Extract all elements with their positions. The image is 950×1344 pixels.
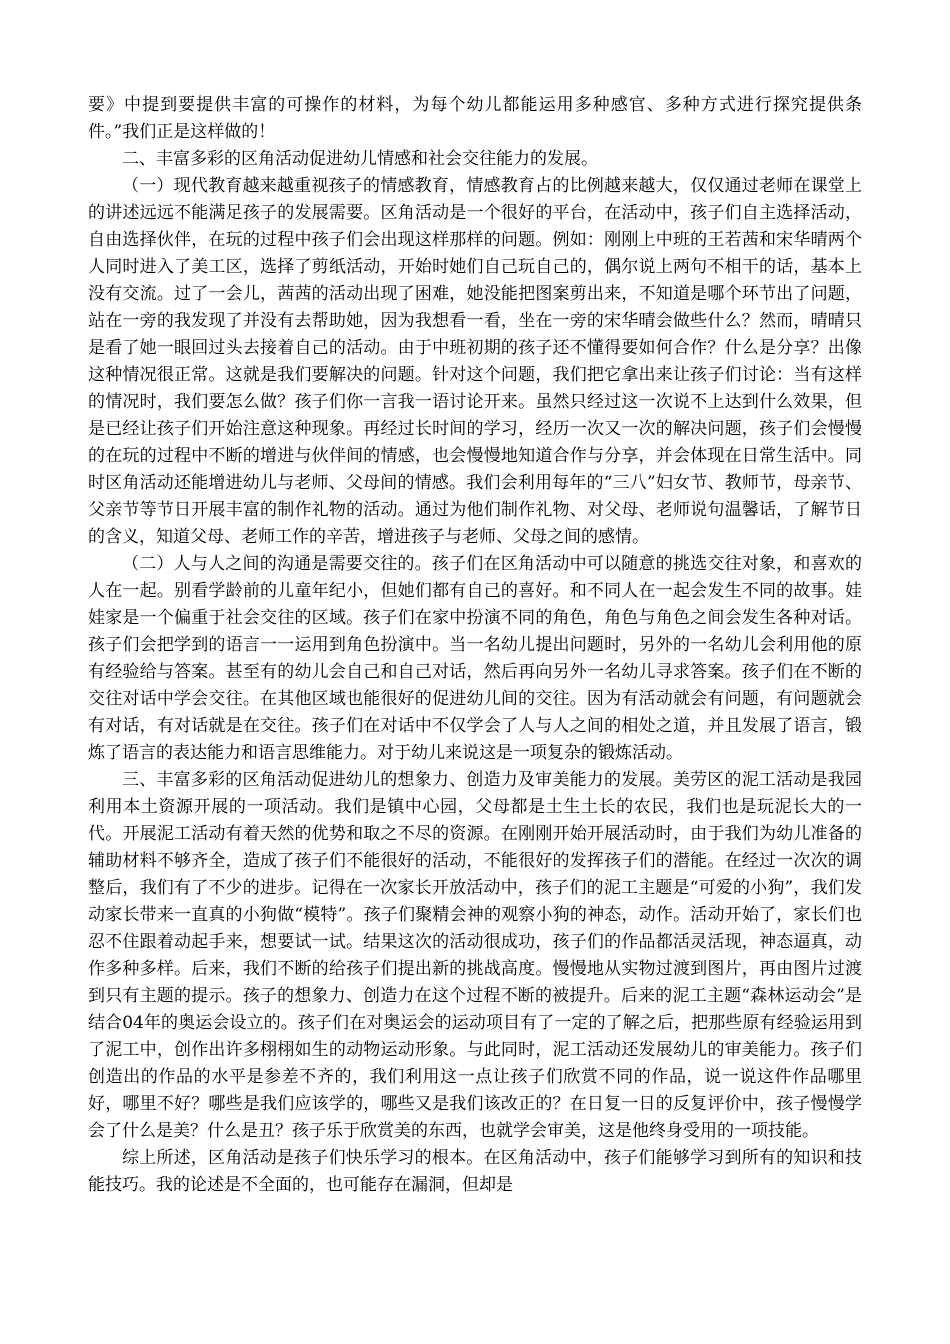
section-heading-two: 二、丰富多彩的区角活动促进幼儿情感和社会交往能力的发展。 [122, 149, 598, 169]
paragraph-conclusion: 综上所述，区角活动是孩子们快乐学习的根本。在区角活动中，孩子们能够学习到所有的知识和技能技巧。我的论述是不全面的，也可能存在漏洞，但却是 [88, 1148, 862, 1195]
document-body [88, 92, 862, 1199]
section-heading-three-paragraph: 三、丰富多彩的区角活动促进幼儿的想象力、创造力及审美能力的发展。美劳区的泥工活动是我园利用本土资源开展的一项活动。我们是镇中心园，父母都是土生土长的农民，我们也是玩泥长大的一代。开展泥工活动有着天然的优势和取之不尽的资源。在刚刚开始开展活动时，由于我们为幼儿准备的辅助材料不够齐全，造成了孩子们不能很好的活动，不能很好的发挥孩子们的潜能。在经过一次次的调整后，我们有了不少的进步。记得在一次家长开放活动中，孩子们的泥工主题是“可爱的小狗”，我们发动家长带来一直真的小狗做“模特”。孩子们聚精会神的观察小狗的神态，动作。活动开始了，家长们也忍不住跟着动起手来，想要试一试。结果这次的活动很成功，孩子们的作品都活灵活现，神态逼真，动作多种多样。后来，我们不断的给孩子们提出新的挑战高度。慢慢地从实物过渡到图片，再由图片过渡到只有主题的提示。孩子的想象力、创造力在这个过程不断的被提升。后来的泥工主题“森林运动会”是结合04年的奥运会设立的。孩子们在对奥运会的运动项目有了一定的了解之后，把那些原有经验运用到了泥工中，创作出许多栩栩如生的动物运动形象。与此同时，泥工活动还发展幼儿的审美能力。孩子们创造出的作品的水平是参差不齐的，我们利用这一点让孩子们欣赏不同的作品，说一说这件作品哪里好，哪里不好？哪些是我们应该学的，哪些又是我们该改正的？在日复一日的反复评价中，孩子慢慢学会了什么是美？什么是丑？孩子乐于欣赏美的东西，也就学会审美，这是他终身受用的一项技能。 [88, 770, 862, 1141]
paragraph-emotional-education: （一）现代教育越来越重视孩子的情感教育，情感教育占的比例越来越大，仅仅通过老师在课堂上的讲述远远不能满足孩子的发展需要。区角活动是一个很好的平台，在活动中，孩子们自主选择活动，自由选择伙伴，在玩的过程中孩子们会出现这样那样的问题。例如：刚刚上中班的王若茜和宋华晴两个人同时进入了美工区，选择了剪纸活动，开始时她们自己玩自己的，偶尔说上两句不相干的话，基本上没有交流。过了一会儿，茜茜的活动出现了困难，她没能把图案剪出来，不知道是哪个环节出了问题，站在一旁的我发现了并没有去帮助她，因为我想看一看，坐在一旁的宋华晴会做些什么？然而，晴晴只是看了她一眼回过头去接着自己的活动。由于中班初期的孩子还不懂得要如何合作？什么是分享？出像这种情况很正常。这就是我们要解决的问题。针对这个问题，我们把它拿出来让孩子们讨论：当有这样的情况时，我们要怎么做？孩子们你一言我一语讨论开来。虽然只经过这一次说不上达到什么效果，但是已经让孩子们开始注意这种现象。再经过长时间的学习，经历一次又一次的解决问题，孩子们会慢慢的在玩的过程中不断的增进与伙伴间的情感，也会慢慢地知道合作与分享，并会体现在日常生活中。同时区角活动还能增进幼儿与老师、父母间的情感。我们会利用每年的“三八”妇女节、教师节，母亲节、父亲节等节日开展丰富的制作礼物的活动。通过为他们制作礼物、对父母、老师说句温馨话，了解节日的含义，知道父母、老师工作的辛苦，增进孩子与老师、父母之间的感情。 [88, 176, 862, 547]
paragraph-continuation: 要》中提到要提供丰富的可操作的材料，为每个幼儿都能运用多种感官、多种方式进行探究提供条件。”我们正是这样做的！ [88, 95, 862, 142]
paragraph-communication: （二）人与人之间的沟通是需要交往的。孩子们在区角活动中可以随意的挑选交往对象，和喜欢的人在一起。别看学龄前的儿童年纪小，但她们都有自己的喜好。和不同人在一起会发生不同的故事。娃娃家是一个偏重于社会交往的区域。孩子们在家中扮演不同的角色，角色与角色之间会发生各种对话。孩子们会把学到的语言一一运用到角色扮演中。当一名幼儿提出问题时，另外的一名幼儿会利用他的原有经验给与答案。甚至有的幼儿会自己和自己对话，然后再向另外一名幼儿寻求答案。孩子们在不断的交往对话中学会交往。在其他区域也能很好的促进幼儿间的交往。因为有活动就会有问题，有问题就会有对话，有对话就是在交往。孩子们在对话中不仅学会了人与人之间的相处之道，并且发展了语言，锻炼了语言的表达能力和语言思维能力。对于幼儿来说这是一项复杂的锻炼活动。 [88, 554, 862, 763]
